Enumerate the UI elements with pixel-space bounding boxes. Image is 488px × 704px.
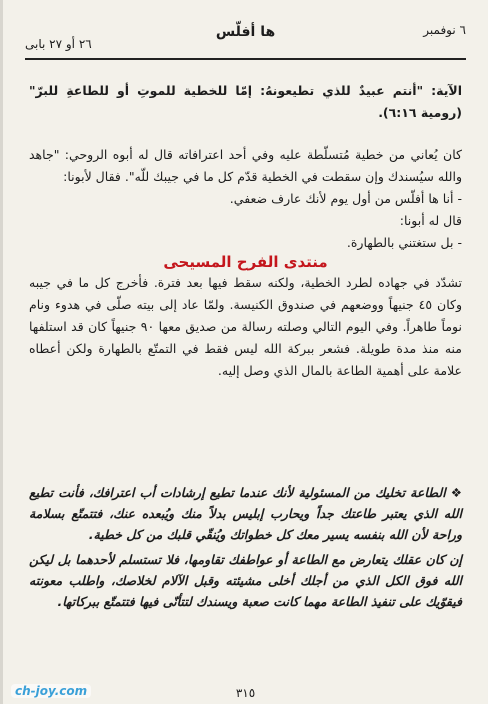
meditation-paragraph-2: إن كان عقلك يتعارض مع الطاعة أو عواطفك تقاومها، فلا تستسلم لأحدهما بل ليكن الله فوق الكل الذي من أجلك أخلى مشيئته وقبل الآلام لخلاصك، واطلب معونته فيقوّيك على تنفيذ الطاعة مهما كانت صعبة ويسندك لتتأنّى فيها فتتمتّع ببركاتها. — [29, 552, 462, 609]
page-header — [25, 22, 466, 56]
verse-label: الآية: — [431, 83, 463, 98]
verse — [29, 80, 462, 124]
header-divider — [25, 58, 466, 60]
dialog-line-2: قال له أبونا: — [399, 213, 462, 228]
forum-watermark-text: منتدى الفرح المسيحى — [163, 253, 328, 271]
story-paragraph-1: كان يُعاني من خطية مُتسلّطة عليه وفي أحد اعترافاته قال له أبوه الروحي: "جاهد والله سيُسندك وإن سقطت في الخطية قدّم كل ما في جيبك للّه". فقال لأبونا: — [29, 147, 462, 184]
header-title: ها أفلّس — [215, 24, 276, 40]
dialog-line-3: - بل ستغتني بالطهارة. — [346, 235, 462, 250]
meditation-paragraph-1: ❖ الطاعة تخليك من المسئولية لأنك عندما تطيع إرشادات أب اعترافك، فأنت تطيع الله الذي يعتبر طاعتك جداً ويحارب إبليس بدلاً منك ويُبعده عنك، فتتمتّع بسلامة وراحة لأن الله بنفسه يسير معك كل خطواتك ويُنقّي قلبك من كل خطية. — [29, 485, 462, 542]
page-body — [29, 80, 462, 382]
header-date-left: ٢٦ أو ٢٧ بابى — [25, 37, 92, 51]
meditation-section — [29, 482, 462, 616]
story-paragraph-2: تشدّد في جهاده لطرد الخطية، ولكنه سقط فيها بعد فترة. فأخرج كل ما في جيبه وكان ٤٥ جنيهاً ووضعهم في صندوق الكنيسة. ولمّا عاد إلى بيته صلّى في هدوء ونام نوماً طاهراً. وفي اليوم التالي وصلته رسالة من صديق معها ٩٠ جنيهاً كان قد استلفها منه منذ مدة طويلة. فشعر ببركة الله ليس فقط في التمتّع بالطهارة ولكن أعطاه علامة على أهمية الطاعة بالمال الذي وصل إليه. — [29, 275, 463, 378]
dialog-line-1: - أنا ها أفلّس من أول يوم لأنك عارف ضعفي. — [229, 191, 462, 206]
verse-text: "أنتم عبيدٌ للذي تطيعونهُ: إمّا للخطية للموتِ أو للطاعةِ للبرّ" (رومية ٦:١٦). — [29, 83, 462, 120]
site-watermark: ch-joy.com — [11, 684, 91, 698]
page-number: ٣١٥ — [235, 686, 256, 700]
header-date-right: ٦ نوفمبر — [423, 23, 466, 37]
